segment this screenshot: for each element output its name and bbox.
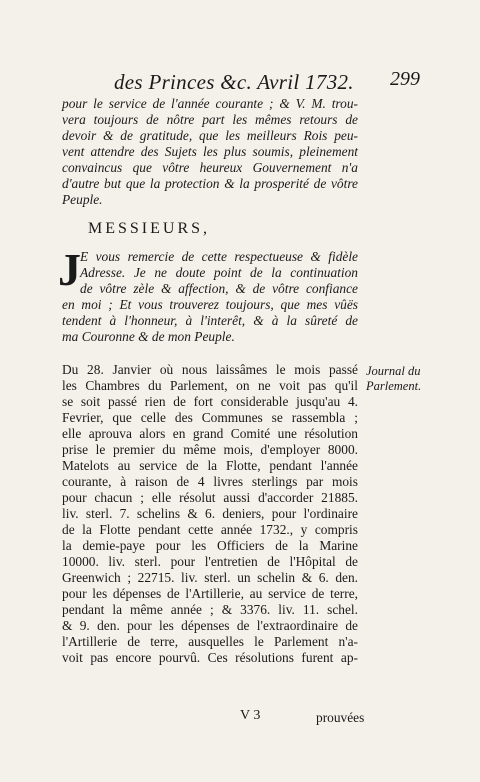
signature-mark: V 3 bbox=[240, 708, 261, 723]
text-line: & 9. den. pour les dépenses de l'extraordinaire de bbox=[62, 618, 358, 633]
drop-capital: J bbox=[58, 244, 81, 295]
text-line: Fevrier, que celle des Communes se rassembla ; bbox=[62, 410, 358, 425]
text-line: courante, à raison de 4 livres sterlings par mois bbox=[62, 474, 358, 489]
margin-note-line: Parlement. bbox=[366, 379, 422, 393]
text-line: Adresse. Je ne doute point de la continuation bbox=[80, 265, 358, 280]
text-line: se soit passé rien de fort considerable jusqu'au 4. bbox=[62, 394, 358, 409]
text-line: convaincus que vôtre heureux Gouvernement n'a bbox=[62, 160, 358, 175]
text-line: Greenwich ; 22715. liv. sterl. un schelin & 6. den. bbox=[62, 570, 358, 585]
text-line: de la Flotte pendant cette année 1732., y compris bbox=[62, 522, 358, 537]
text-line: E vous remercie de cette respectueuse & fidèle bbox=[80, 249, 358, 264]
text-line: de vôtre zèle & affection, & de vôtre confiance bbox=[80, 281, 358, 296]
running-head bbox=[100, 66, 420, 96]
text-line: liv. sterl. 7. schelins & 6. deniers, pour l'ordinaire bbox=[62, 506, 358, 521]
text-line: devoir & de gratitude, que les meilleurs Rois peu- bbox=[62, 128, 358, 143]
text-line: pour chacun ; elle résolut aussi d'accorder 21885. bbox=[62, 490, 358, 505]
text-line: 10000. liv. sterl. pour l'entretien de l'Hôpital de bbox=[62, 554, 358, 569]
running-head-title: des Princes &c. Avril 1732. bbox=[114, 70, 354, 94]
text-line: elle aprouva alors en grand Comité une résolution bbox=[62, 426, 358, 441]
text-line: la demie-paye pour les Officiers de la Marine bbox=[62, 538, 358, 553]
text-line: tendent à l'honneur, à l'interêt, & à la sûreté de bbox=[62, 313, 358, 328]
page-number: 299 bbox=[390, 68, 420, 90]
text-line: Du 28. Janvier où nous laissâmes le mois passé bbox=[62, 362, 358, 377]
text-line: Matelots au service de la Flotte, pendant l'année bbox=[62, 458, 358, 473]
margin-note-line: Journal du bbox=[366, 364, 421, 378]
text-line: en moi ; Et vous trouverez toujours, que mes vûës bbox=[62, 297, 358, 312]
text-line: pour les dépenses de l'Artillerie, au service de terre, bbox=[62, 586, 358, 601]
text-line: voit pas encore pourvû. Ces résolutions furent ap- bbox=[62, 650, 358, 665]
text-line: Peuple. bbox=[62, 192, 103, 207]
margin-note bbox=[366, 364, 446, 394]
catchword: prouvées bbox=[316, 710, 365, 725]
section-heading: MESSIEURS, bbox=[88, 220, 211, 237]
text-line: l'Artillerie de terre, ausquelles le Parlement n'a- bbox=[62, 634, 358, 649]
text-line: d'autre but que la protection & la prosperité de vôtre bbox=[62, 176, 358, 191]
text-line: pendant la même année ; & 3376. liv. 11. schel. bbox=[62, 602, 358, 617]
text-line: pour le service de l'année courante ; & V. M. trou- bbox=[62, 96, 358, 111]
text-line: vent attendre des Sujets les plus soumis, pleinement bbox=[62, 144, 358, 159]
text-line: vera toujours de nôtre part les mêmes retours de bbox=[62, 112, 358, 127]
text-line: les Chambres du Parlement, on ne voit pas qu'il bbox=[62, 378, 358, 393]
text-line: ma Couronne & de mon Peuple. bbox=[62, 329, 235, 344]
text-line: prise le premier du même mois, d'employer 8000. bbox=[62, 442, 358, 457]
